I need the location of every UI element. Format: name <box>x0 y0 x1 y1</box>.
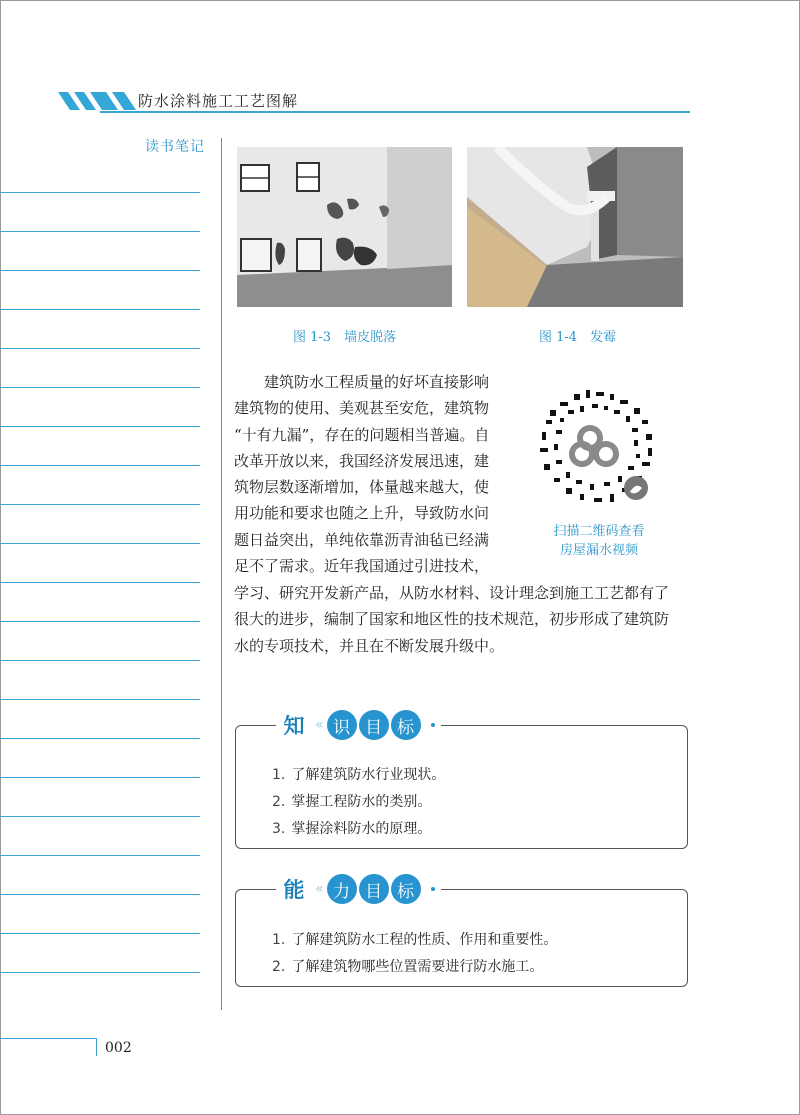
item-number: 1. <box>272 932 286 948</box>
body-paragraph-wide <box>234 580 694 659</box>
knowledge-item <box>272 818 431 838</box>
double-chevron-icon: « <box>315 717 324 733</box>
heading-dot <box>431 887 435 891</box>
qr-caption-line: 房屋漏水视频 <box>559 543 638 558</box>
text-line: 水的专项技术，并且在不断发展升级中。 <box>234 636 505 655</box>
item-number: 3. <box>272 821 286 837</box>
note-line <box>0 465 200 466</box>
note-line <box>0 543 200 544</box>
footer-tick <box>96 1038 97 1056</box>
note-line <box>0 426 200 427</box>
note-line <box>0 699 200 700</box>
item-number: 1. <box>272 767 286 783</box>
knowledge-goals-heading <box>276 707 441 743</box>
qr-caption-line: 扫描二维码查看 <box>553 524 645 539</box>
text-line: “十有九漏”，存在的问题相当普遍。自 <box>234 425 490 444</box>
figure-1-3-caption: 图 1-3 墙皮脱落 <box>293 330 397 345</box>
item-text: 掌握涂料防水的原理。 <box>291 821 432 837</box>
note-line <box>0 621 200 622</box>
item-text: 了解建筑防水行业现状。 <box>291 767 446 783</box>
page-number: 002 <box>105 1040 132 1056</box>
item-text: 了解建筑物哪些位置需要进行防水施工。 <box>291 959 544 975</box>
text-line: 筑物层数逐渐增加，体量越来越大，使 <box>234 478 490 497</box>
mini-program-qr-code-icon[interactable] <box>530 380 664 514</box>
qr-caption <box>540 522 658 560</box>
note-line <box>0 894 200 895</box>
body-paragraph-narrow <box>234 369 524 579</box>
heading-char: 目 <box>359 874 389 904</box>
figure-1-4-caption: 图 1-4 发霉 <box>539 330 617 345</box>
note-line <box>0 855 200 856</box>
photo-peeling-wall <box>237 147 452 307</box>
heading-char: 识 <box>327 710 357 740</box>
note-line <box>0 504 200 505</box>
margin-divider <box>221 138 222 1010</box>
ability-item <box>272 929 557 949</box>
note-line <box>0 738 200 739</box>
knowledge-item <box>272 791 431 811</box>
note-line <box>0 777 200 778</box>
note-line <box>0 972 200 973</box>
heading-char: 目 <box>359 710 389 740</box>
text-line: 建筑物的使用、美观甚至安危，建筑物 <box>234 399 490 418</box>
note-line <box>0 231 200 232</box>
heading-dot <box>431 723 435 727</box>
header-rule <box>100 111 690 113</box>
heading-char: 标 <box>391 874 421 904</box>
note-line <box>0 270 200 271</box>
text-line: 足不了需求。近年我国通过引进技术， <box>234 557 490 576</box>
ability-item <box>272 956 543 976</box>
double-chevron-icon: « <box>315 881 324 897</box>
reading-notes-label: 读书笔记 <box>145 139 205 155</box>
text-line: 用功能和要求也随之上升，导致防水问 <box>234 504 490 523</box>
header-stripes-icon <box>58 92 138 110</box>
note-line <box>0 816 200 817</box>
text-line: 很大的进步，编制了国家和地区性的技术规范，初步形成了建筑防 <box>234 610 670 629</box>
text-line: 学习、研究开发新产品，从防水材料、设计理念到施工工艺都有了 <box>234 584 670 602</box>
running-header-title: 防水涂料施工工艺图解 <box>138 92 299 110</box>
text-line: 建筑防水工程质量的好坏直接影响 <box>234 373 490 391</box>
note-line <box>0 660 200 661</box>
heading-char: 标 <box>391 710 421 740</box>
note-line <box>0 933 200 934</box>
knowledge-item <box>272 764 445 784</box>
heading-main-char: 能 <box>283 878 305 902</box>
item-text: 了解建筑防水工程的性质、作用和重要性。 <box>291 932 558 948</box>
ability-goals-heading <box>276 871 441 907</box>
note-line <box>0 582 200 583</box>
footer-rule <box>0 1038 96 1039</box>
item-number: 2. <box>272 959 286 975</box>
note-line <box>0 387 200 388</box>
note-line <box>0 309 200 310</box>
photo-mold <box>467 147 683 307</box>
note-line <box>0 348 200 349</box>
heading-char: 力 <box>327 874 357 904</box>
text-line: 改革开放以来，我国经济发展迅速，建 <box>234 451 490 470</box>
note-line <box>0 192 200 193</box>
heading-main-char: 知 <box>283 714 305 738</box>
item-number: 2. <box>272 794 286 810</box>
item-text: 掌握工程防水的类别。 <box>291 794 432 810</box>
text-line: 题日益突出，单纯依靠沥青油毡已经满 <box>234 530 490 549</box>
